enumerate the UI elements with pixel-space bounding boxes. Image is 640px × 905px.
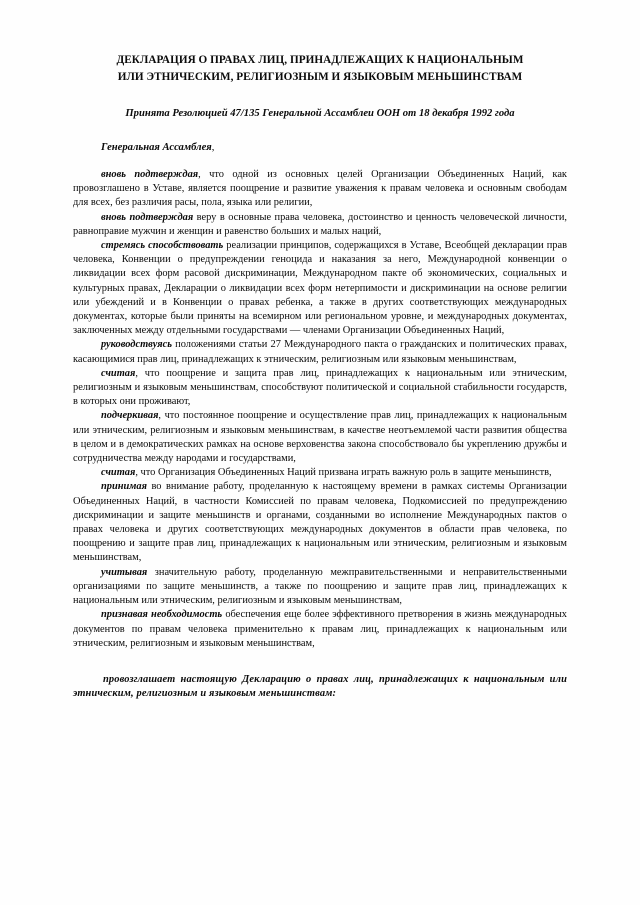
preamble-lead-9: учитывая	[101, 566, 148, 578]
document-content	[73, 52, 567, 701]
preamble-lead-5: считая	[101, 367, 136, 379]
preamble-lead-10: признавая необходимость	[101, 609, 223, 621]
page-title-line-2: ИЛИ ЭТНИЧЕСКИМ, РЕЛИГИОЗНЫМ И ЯЗЫКОВЫМ МЕНЬШИНСТВАМ	[117, 70, 523, 83]
preamble-paragraph-7	[73, 466, 567, 480]
preamble-lead-3: стремясь способствовать	[101, 240, 224, 252]
preamble-text-7: , что Организация Объединенных Наций призвана играть важную роль в защите меньшинств,	[135, 467, 552, 479]
proclamation-paragraph: провозглашает настоящую Декларацию о правах лиц, принадлежащих к национальным или этническим, религиозным и языковым меньшинствам:	[73, 673, 567, 700]
addressee-rest: ,	[211, 142, 215, 153]
preamble-lead-6: подчеркивая	[101, 410, 159, 422]
preamble-text-4: положениями статьи 27 Международного пакта о гражданских и политических правах, касающимися прав лиц, принадлежащих к этническим, религиозным или языковым меньшинствам,	[73, 339, 567, 365]
page-title-line-1: ДЕКЛАРАЦИЯ О ПРАВАХ ЛИЦ, ПРИНАДЛЕЖАЩИХ К НАЦИОНАЛЬНЫМ	[116, 54, 524, 66]
preamble-text-10: обеспечения еще более эффективного претворения в жизнь международных документов по правам человека применительно к правам лиц, принадлежащих к национальным или этническим, религиозным и языковым меньшинствам,	[73, 609, 568, 649]
preamble-text-1: , что одной из основных целей Организации Объединенных Наций, как провозглашено в Уставе, является поощрение и развитие уважения к правам человека и основным свободам для всех, без различия расы, пола, языка или религии,	[73, 169, 567, 209]
document-subtitle: Принята Резолюцией 47/135 Генеральной Ассамблеи ООН от 18 декабря 1992 года	[125, 108, 515, 119]
preamble-text-6: , что постоянное поощрение и осуществление прав лиц, принадлежащих к национальным или этническим, религиозным и языковым меньшинствам, в качестве неотъемлемой части развития общества в целом и в демократических рамках на основе верховенства закона способствовало бы укреплению дружбы и сотрудничества между народами и государствами,	[73, 410, 567, 465]
preamble-paragraph-9	[73, 566, 567, 609]
preamble-paragraph-6	[73, 409, 567, 466]
preamble-lead-4: руководствуясь	[101, 339, 172, 351]
addressee-lead: Генеральная Ассамблея	[101, 142, 212, 153]
preamble-text-9: значительную работу, проделанную межправительственными и неправительственными организациями по защите меньшинств, а также по поощрению и защите прав лиц, принадлежащих к национальным или этническим, религиозным и языковым меньшинствам,	[73, 566, 567, 607]
preamble-lead-2: вновь подтверждая	[101, 211, 194, 223]
preamble-paragraph-8	[73, 480, 567, 565]
preamble-paragraph-2	[73, 211, 567, 239]
preamble-text-2: веру в основные права человека, достоинство и ценность человеческой личности, равноправие мужчин и женщин и равенство больших и малых наций,	[73, 211, 567, 237]
preamble-text-5: , что поощрение и защита прав лиц, принадлежащих к национальным или этническим, религиозным и языковым меньшинствам, способствуют политической и социальной стабильности государств, в которых они проживают,	[73, 367, 567, 408]
preamble-lead-8: принимая	[101, 481, 147, 493]
preamble-text-3: реализации принципов, содержащихся в Уставе, Всеобщей декларации прав человека, Конвенции о предупреждении геноцида и наказания за него, Международной конвенции о ликвидации всех форм расовой дискриминации, Международном пакте об экономических, социальных и культурных правах, Декларации о ликвидации всех форм нетерпимости и дискриминации на основе религии или убеждений и в Конвенции о правах ребенка, а также в других соответствующих международных документах, которые были приняты на всемирном или региональном уровне, и международных документах, заключенных между отдельными государствами — членами Организации Объединенных Наций,	[73, 240, 567, 337]
preamble-paragraph-4	[73, 338, 567, 366]
preamble-paragraph-3	[73, 239, 567, 338]
preamble-paragraph-5	[73, 367, 567, 410]
preamble-paragraph-10	[73, 608, 567, 651]
preamble-lead-7: считая	[101, 467, 136, 479]
addressee-line	[73, 141, 567, 155]
preamble-paragraph-1	[73, 168, 567, 211]
page-title	[73, 52, 567, 85]
preamble-lead-1: вновь подтверждая	[101, 169, 199, 180]
preamble-text-8: во внимание работу, проделанную к настоящему времени в рамках системы Организации Объединенных Наций, в частности Комиссией по правам человека, Подкомиссией по предупреждению дискриминации и защите меньшинств и органами, созданными во исполнение Международных пактов о правах человека и других соответствующих международных документов в области прав человека, по поощрению и защите прав лиц, принадлежащих к национальным или этническим, религиозным и языковым меньшинствам,	[73, 481, 567, 564]
